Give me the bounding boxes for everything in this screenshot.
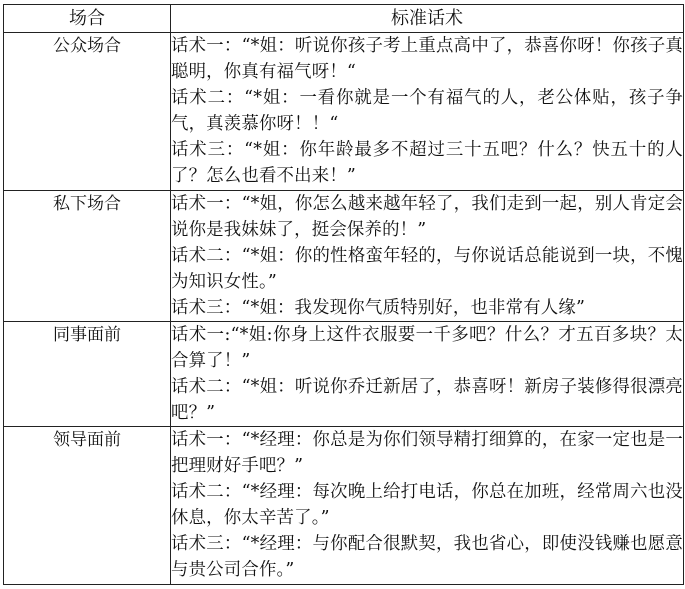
script-line: 话术三：“*姐：你年龄最多不超过三十五吧？什么？快五十的人了？怎么也看不出来！”: [171, 140, 683, 186]
sales-script-table: [3, 4, 684, 585]
script-line: 话术一：“*经理：你总是为你们领导精打细算的，在家一定也是一把理财好手吧？”: [171, 430, 683, 476]
script-line: 话术一：“*姐，你怎么越来越年轻了，我们走到一起，别人肯定会说你是我妹妹了，挺会保养的！”: [171, 194, 683, 240]
script-line: 话术二：“*姐：你的性格蛮年轻的，与你说话总能说到一块，不愧为知识女性。”: [171, 246, 683, 292]
scene-cell: 公众场合: [4, 33, 171, 191]
scene-cell: 同事面前: [4, 322, 171, 427]
script-line: 话术一：“*姐：听说你孩子考上重点高中了，恭喜你呀！你孩子真聪明，你真有福气呀！“: [171, 36, 683, 82]
script-cell: [171, 427, 684, 585]
header-row: [4, 5, 684, 33]
table-row: [4, 33, 684, 191]
table-row: [4, 191, 684, 322]
script-line: 话术三：“*经理：与你配合很默契，我也省心，即使没钱赚也愿意与贵公司合作。”: [171, 534, 683, 580]
script-line: 话术二：“*姐：一看你就是一个有福气的人，老公体贴，孩子争气，真羡慕你呀！！“: [171, 88, 683, 134]
script-line: 话术三：“*姐：我发现你气质特别好，也非常有人缘”: [171, 298, 586, 318]
header-script: 标准话术: [171, 5, 684, 33]
script-line: 话术一:“*姐:你身上这件衣服要一千多吧？什么？才五百多块？太合算了！”: [171, 325, 683, 371]
table-row: [4, 427, 684, 585]
script-line: 话术二：“*姐：听说你乔迁新居了，恭喜呀！新房子装修得很漂亮吧？”: [171, 377, 683, 423]
script-cell: [171, 191, 684, 322]
script-cell: [171, 33, 684, 191]
script-line: 话术二：“*经理：每次晚上给打电话，你总在加班，经常周六也没休息，你太辛苦了。”: [171, 482, 683, 528]
header-scene: 场合: [4, 5, 171, 33]
scene-cell: 私下场合: [4, 191, 171, 322]
script-cell: [171, 322, 684, 427]
table-row: [4, 322, 684, 427]
scene-cell: 领导面前: [4, 427, 171, 585]
